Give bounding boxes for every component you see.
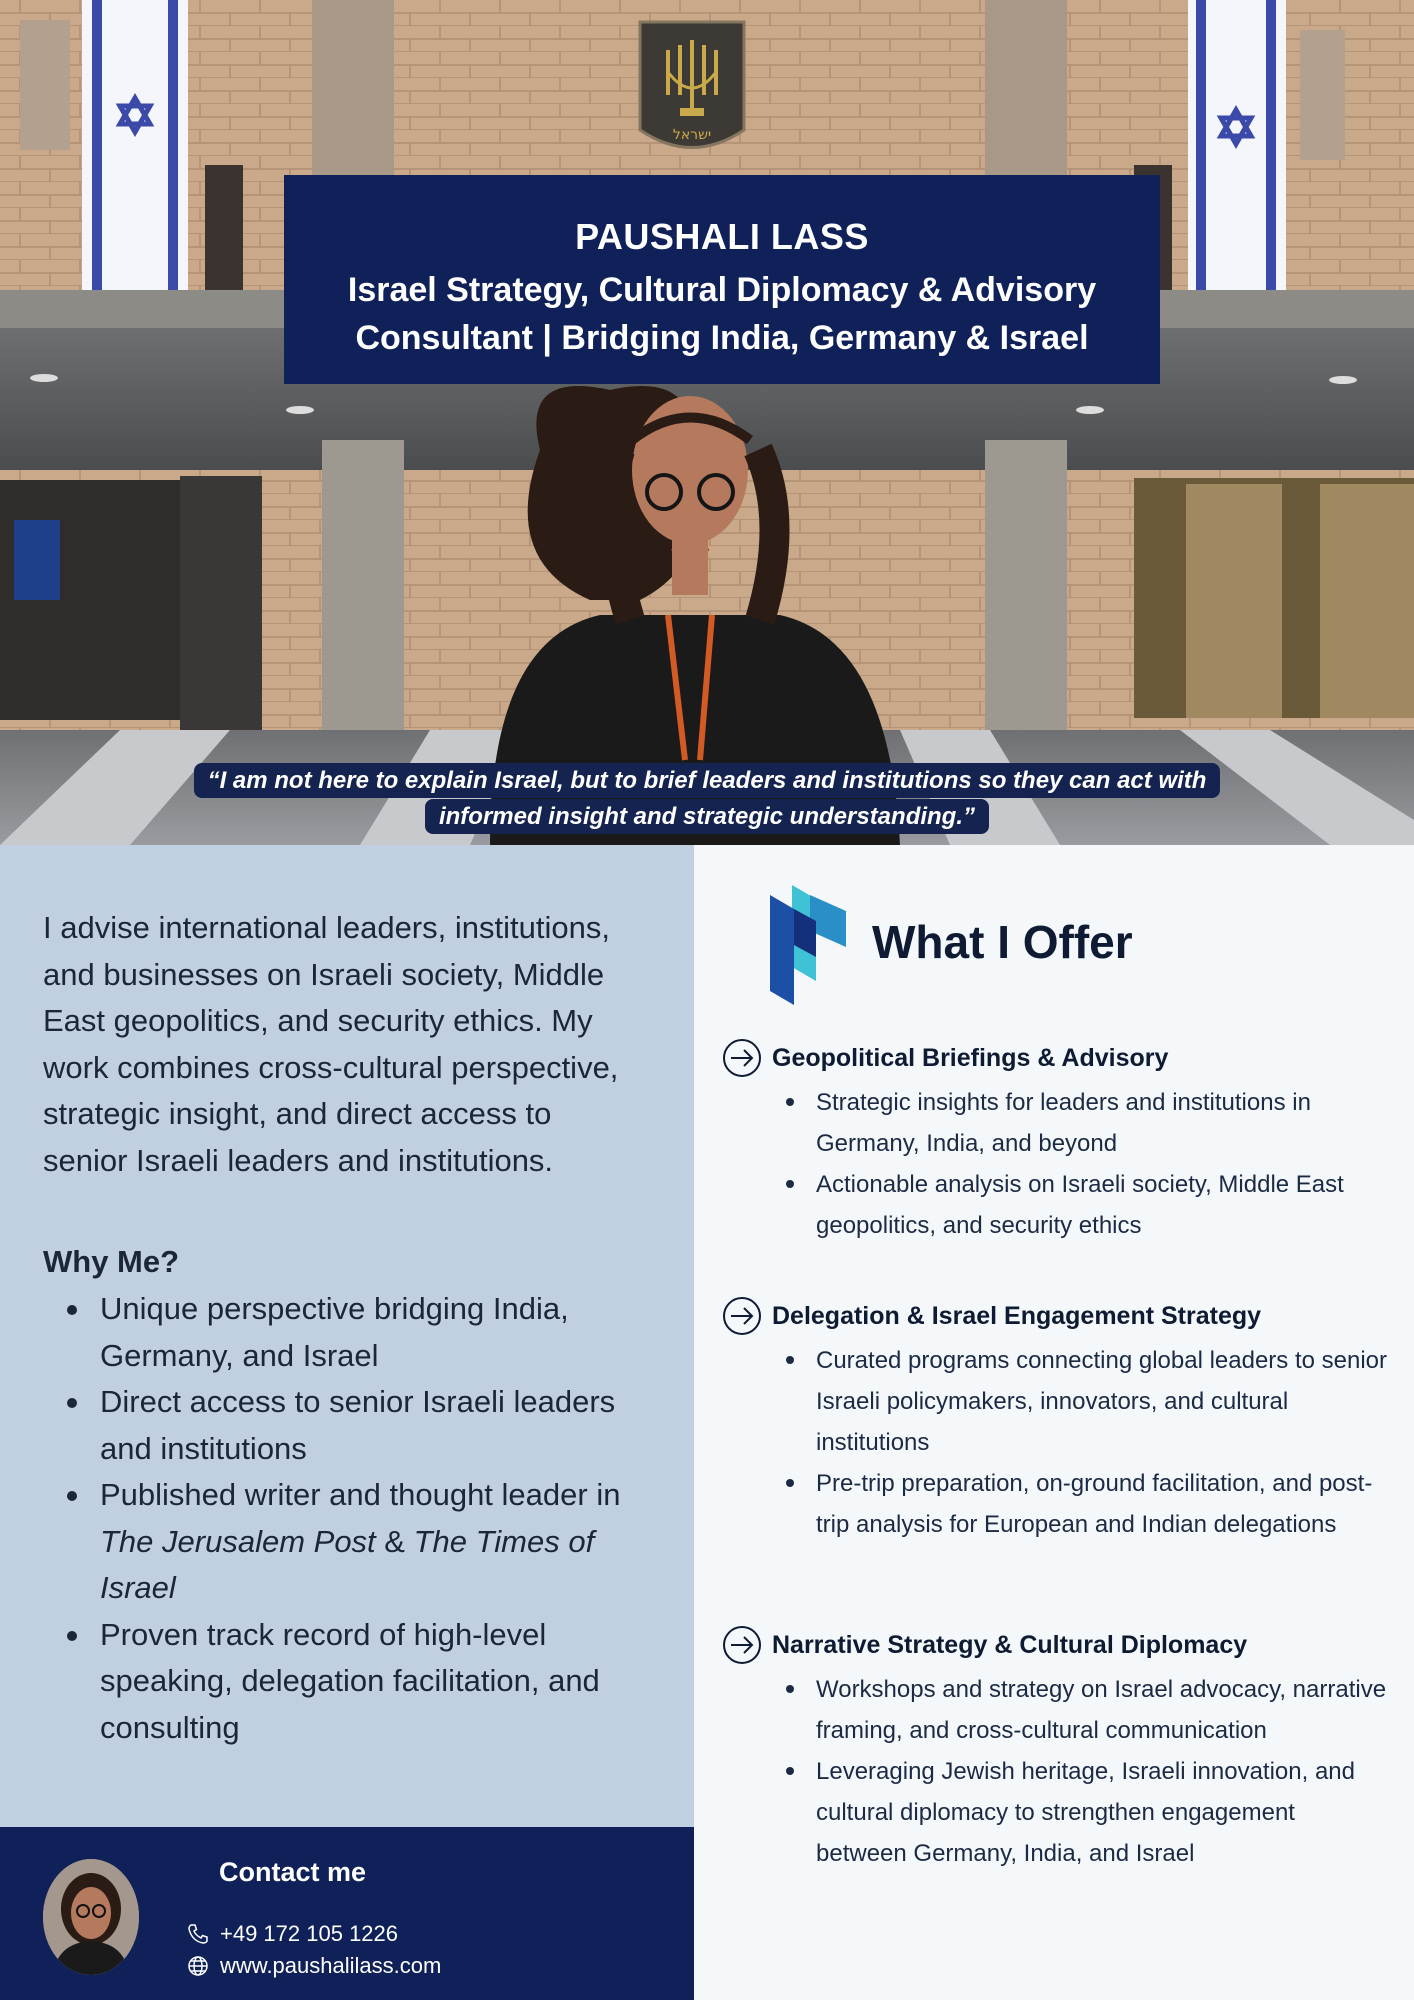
israel-flag-left-icon xyxy=(82,0,188,292)
offer-section-narrative xyxy=(722,1625,1402,1874)
menorah-emblem-icon xyxy=(640,22,744,148)
list-item: Workshops and strategy on Israel advocacy, narrative framing, and cross-cultural communication xyxy=(722,1669,1402,1751)
phone-icon xyxy=(186,1922,210,1946)
headline-subtitle: Israel Strategy, Cultural Diplomacy & Advisory Consultant | Bridging India, Germany & Israel xyxy=(347,271,1097,358)
arrow-circle-icon xyxy=(722,1296,762,1336)
list-item: Direct access to senior Israeli leaders and institutions xyxy=(43,1379,653,1472)
contact-panel xyxy=(0,1827,694,2000)
publication-times-of-israel: The Times of Israel xyxy=(100,1523,595,1605)
quote-text: “I am not here to explain Israel, but to brief leaders and institutions so they can act with informed insight and strategic understanding.” xyxy=(194,763,1221,834)
why-me-list xyxy=(43,1286,654,1751)
list-item: Strategic insights for leaders and institutions in Germany, India, and beyond xyxy=(722,1082,1402,1164)
knesset-building-photo xyxy=(0,0,1414,845)
offer-panel xyxy=(694,845,1414,2000)
person-name: PAUSHALI LASS xyxy=(575,216,869,257)
list-item: Curated programs connecting global leaders to senior Israeli policymakers, innovators, and cultural institutions xyxy=(722,1340,1402,1463)
offer-heading: What I Offer xyxy=(872,916,1133,968)
arrow-circle-icon xyxy=(722,1625,762,1665)
website-row[interactable] xyxy=(186,1953,441,1979)
website-link[interactable]: www.paushalilass.com xyxy=(220,1953,442,1978)
hero-photo xyxy=(0,0,1414,845)
list-item: Pre-trip preparation, on-ground facilitation, and post-trip analysis for European and Indian delegations xyxy=(722,1463,1402,1545)
israel-flag-right-icon xyxy=(1188,0,1286,292)
list-item: Actionable analysis on Israeli society, Middle East geopolitics, and security ethics xyxy=(722,1164,1402,1246)
phone-number[interactable]: +49 172 105 1226 xyxy=(220,1921,399,1946)
list-item: Published writer and thought leader in The Jerusalem Post & The Times of Israel xyxy=(43,1472,653,1612)
list-item: Unique perspective bridging India, Germany, and Israel xyxy=(43,1286,653,1379)
quote-banner xyxy=(150,763,1264,835)
section-heading: Delegation & Israel Engagement Strategy xyxy=(772,1301,1262,1330)
intro-paragraph: I advise international leaders, institutions, and businesses on Israeli society, Middle East geopolitics, and security ethics. My work combines cross-cultural perspective, strategic insight, and direct access to senior Israeli leaders and institutions. xyxy=(43,910,619,1178)
why-me-heading: Why Me? xyxy=(43,1244,180,1279)
list-item: Leveraging Jewish heritage, Israeli innovation, and cultural diplomacy to strengthen engagement between Germany, India, and Israel xyxy=(722,1751,1402,1874)
contact-heading: Contact me xyxy=(219,1857,367,1887)
section-heading: Narrative Strategy & Cultural Diplomacy xyxy=(772,1630,1248,1659)
section-heading: Geopolitical Briefings & Advisory xyxy=(772,1043,1169,1072)
about-panel xyxy=(0,845,694,1827)
brand-logo-icon xyxy=(770,885,856,1005)
globe-icon xyxy=(186,1954,210,1978)
publication-jerusalem-post: The Jerusalem Post xyxy=(100,1523,376,1559)
phone-row[interactable] xyxy=(186,1921,398,1947)
arrow-circle-icon xyxy=(722,1038,762,1078)
title-banner xyxy=(284,175,1160,384)
avatar xyxy=(43,1859,139,1975)
svg-text:ישראל: ישראל xyxy=(672,127,712,143)
list-item: Proven track record of high-level speaking, delegation facilitation, and consulting xyxy=(43,1612,653,1752)
offer-section-geopolitical xyxy=(722,1038,1402,1246)
offer-section-delegation xyxy=(722,1296,1402,1545)
